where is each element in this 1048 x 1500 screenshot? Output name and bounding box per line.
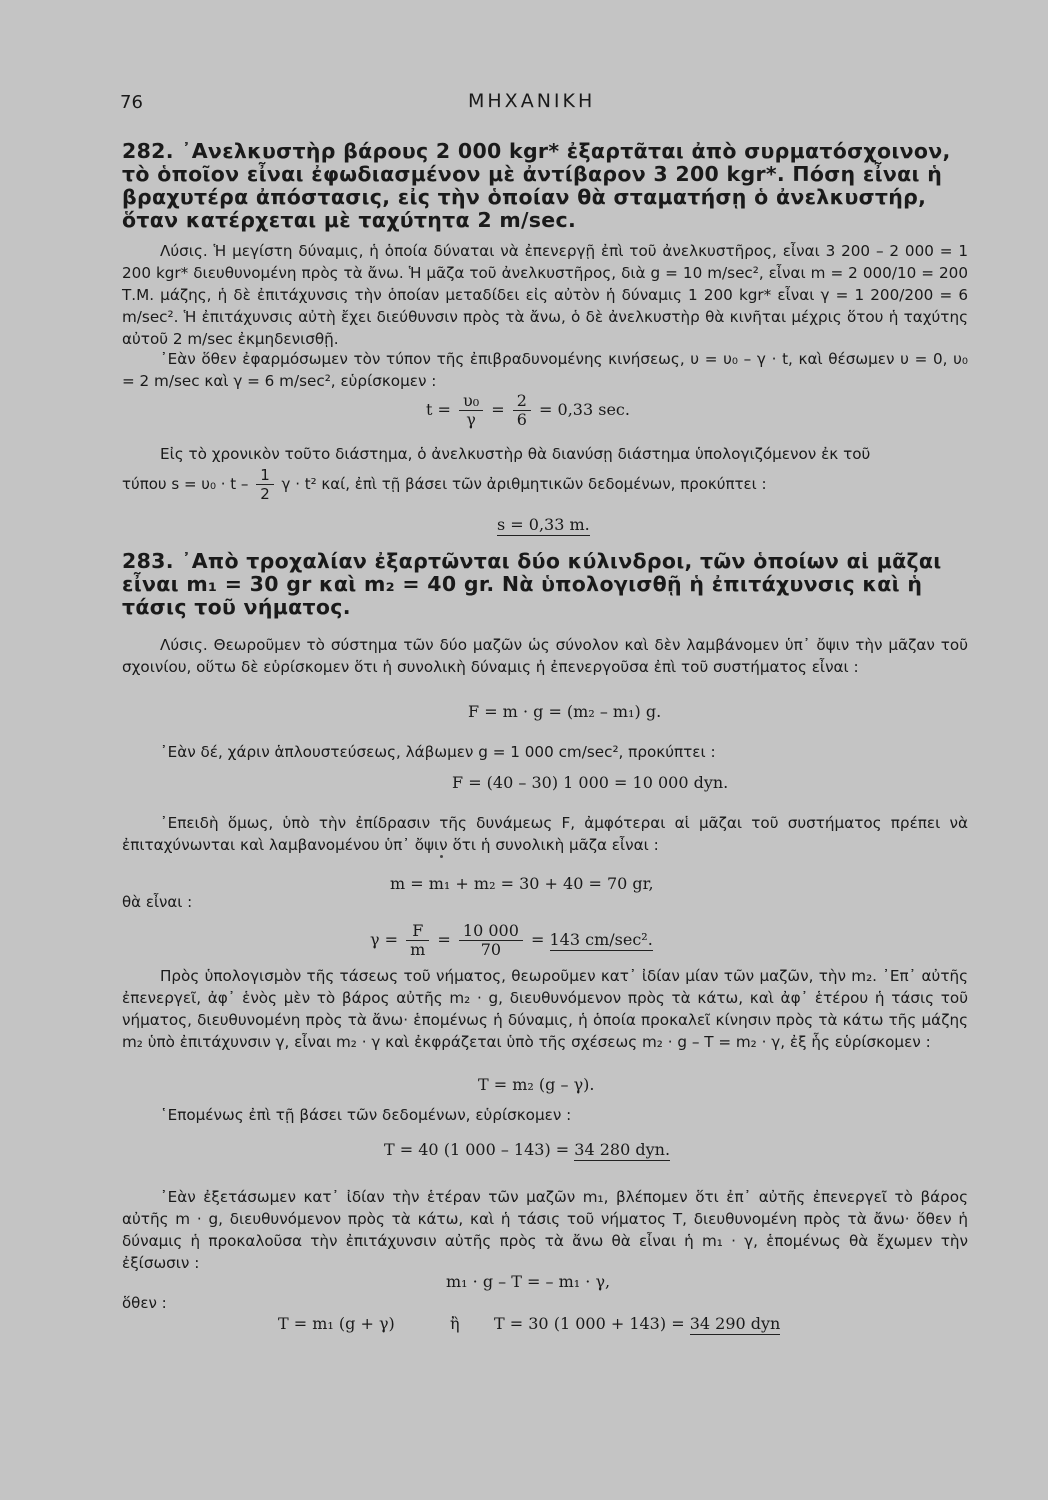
problem-282-solution-p3: Εἰς τὸ χρονικὸν τοῦτο διάστημα, ὁ ἀνελκυστὴρ θὰ διανύσῃ διάστημα ὑπολογιζόμενον ἐκ τοῦ [160,445,871,463]
eq-T2-result: 34 280 dyn. [574,1140,671,1159]
eq-T2-pre: T = 40 (1 000 – 143) = [384,1140,570,1159]
problem-283-solution-p6: ᾿Εὰν ἐξετάσωμεν κατ᾿ ἰδίαν τὴν ἑτέραν τῶν μαζῶν m₁, βλέπομεν ὅτι ἐπ᾿ αὐτῆς ἐπενεργεῖ τὸ βάρος αὐτῆς m · g, διευθυνόμενον πρὸς τὰ κάτω, καὶ ἡ τάσις τοῦ νήματος T, διευθυνομένη πρὸς τὰ ἄνω· ὅθεν ἡ δύναμις ἡ προκαλοῦσα τὴν ἐπιτάχυνσιν αὐτῆς πρὸς τὰ ἄνω θὰ εἶναι ἡ m₁ · γ, ἑπομένως θὰ ἔχωμεν τὴν ἐξίσωσιν : [122,1188,968,1272]
problem-283-solution-p2: ᾿Εὰν δέ, χάριν ἁπλουστεύσεως, λάβωμεν g = 1 000 cm/sec², προκύπτει : [160,743,716,761]
equation-T1: T = m₂ (g – γ). [478,1075,595,1094]
page-number: 76 [120,92,143,113]
frac-den: 70 [480,940,502,959]
equation-T2 [384,1140,670,1159]
eq-g-result: 143 cm/sec². [549,930,653,949]
frac-den: 2 [260,485,270,503]
print-speck [440,855,443,858]
eq-s-suffix: γ · t² καί, ἐπὶ τῇ βάσει τῶν ἀριθμητικῶν δεδομένων, προκύπτει : [281,475,767,493]
eq-g-eq: = [531,930,545,949]
frac-den: γ [466,410,476,429]
eq-t-rhs: = 0,33 sec. [539,400,630,419]
label-othen: ὅθεν : [122,1294,167,1312]
frac-num: 1 [256,466,274,485]
eq-T4b-result: 34 290 dyn [689,1314,781,1333]
eq-t-mid: = [491,400,505,419]
problem-282-statement: 282. ᾿Ανελκυστὴρ βάρους 2 000 kgr* ἐξαρτᾶται ἀπὸ συρματόσχοινον, τὸ ὁποῖον εἶναι ἐφωδιασμένον μὲ ἀντίβαρον 3 200 kgr*. Πόση εἶναι ἡ βραχυτέρα ἀπόστασις, εἰς τὴν ὁποίαν θὰ σταματήσῃ ὁ ἀνελκυστήρ, ὅταν κατέρχεται μὲ ταχύτητα 2 m/sec. [122,139,951,232]
frac-num: F [406,922,429,941]
equation-gamma [370,922,653,959]
problem-283-solution-p4: Πρὸς ὑπολογισμὸν τῆς τάσεως τοῦ νήματος, θεωροῦμεν κατ᾿ ἰδίαν μίαν τῶν μαζῶν, τὴν m₂. ᾿Επ᾿ αὐτῆς ἐπενεργεῖ, ἀφ᾿ ἑνὸς μὲν τὸ βάρος αὐτῆς m₂ · g, διευθυνόμενον πρὸς τὰ κάτω, καὶ ἀφ᾿ ἑτέρου ἡ τάσις τοῦ νήματος, διευθυνομένη πρὸς τὰ ἄνω· ἑπομένως ἡ δύναμις, ἡ ὁποία προκαλεῖ κίνησιν πρὸς τὰ κάτω τῆς μάζης m₂ ὑπὸ ἐπιτάχυνσιν γ, εἶναι m₂ · γ καὶ ἐκφράζεται ὑπὸ τῆς σχέσεως m₂ · g – T = m₂ · γ, ἐξ ἧς εὑρίσκομεν : [122,967,968,1051]
problem-282-solution-p1: Λύσις. Ἡ μεγίστη δύναμις, ἡ ὁποία δύναται νὰ ἐπενεργῇ ἐπὶ τοῦ ἀνελκυστῆρος, εἶναι 3 200 – 2 000 = 1 200 kgr* διευθυνομένη πρὸς τὰ ἄνω. Ἡ μᾶζα τοῦ ἀνελκυστῆρος, διὰ g = 10 m/sec², εἶναι m = 2 000/10 = 200 Τ.Μ. μάζης, ἡ δὲ ἐπιτάχυνσις τὴν ὁποίαν μεταδίδει εἰς αὐτὸν ἡ δύναμις 1 200 kgr* εἶναι γ = 1 200/200 = 6 m/sec². Ἡ ἐπιτάχυνσις αὐτὴ ἔχει διεύθυνσιν πρὸς τὰ ἄνω, ὁ δὲ ἀνελκυστὴρ θὰ κινῆται μέχρις ὅτου ἡ ταχύτης αὐτοῦ 2 m/sec ἐκμηδενισθῇ. [122,242,968,348]
fraction-F-over-m [406,922,429,959]
frac-num: υ₀ [459,392,483,411]
equation-t [426,392,630,429]
frac-den: 6 [516,410,527,429]
eq-g-lhs: γ = [370,930,399,949]
label-tha-einai: θὰ εἶναι : [122,893,193,911]
fraction-10000-over-70 [459,922,523,959]
problem-283-statement: 283. ᾿Απὸ τροχαλίαν ἐξαρτῶνται δύο κύλινδροι, τῶν ὁποίων αἱ μᾶζαι εἶναι m₁ = 30 gr καὶ m₂ = 40 gr. Νὰ ὑπολογισθῇ ἡ ἐπιτάχυνσις καὶ ἡ τάσις τοῦ νήματος. [122,549,942,619]
frac-num: 10 000 [459,922,523,941]
frac-den: m [410,940,426,959]
problem-283-solution-p5: ῾Επομένως ἐπὶ τῇ βάσει τῶν δεδομένων, εὑρίσκομεν : [160,1106,572,1124]
problem-283-solution-p1: Λύσις. Θεωροῦμεν τὸ σύστημα τῶν δύο μαζῶν ὡς σύνολον καὶ δὲν λαμβάνομεν ὑπ᾿ ὄψιν τὴν μᾶζαν τοῦ σχοινίου, οὕτω δὲ εὑρίσκομεν ὅτι ἡ συνολικὴ δύναμις ἡ ἐπενεργοῦσα ἐπὶ τοῦ συστήματος εἶναι : [122,636,968,676]
frac-num: 2 [513,392,531,411]
equation-F2: F = (40 – 30) 1 000 = 10 000 dyn. [452,773,729,792]
problem-283-solution-p3: ᾿Επειδὴ ὅμως, ὑπὸ τὴν ἐπίδρασιν τῆς δυνάμεως F, ἀμφότεραι αἱ μᾶζαι τοῦ συστήματος πρέπει νὰ ἐπιταχύνωνται καὶ λαμβανομένου ὑπ᾿ ὄψιν ὅτι ἡ συνολικὴ μᾶζα εἶναι : [122,814,968,854]
fraction-half [256,466,274,503]
result-s [497,515,590,534]
eq-t-lhs: t = [426,400,451,419]
eq-T4b-pre: T = 30 (1 000 + 143) = [494,1314,685,1333]
eq-s-prefix: τύπου s = υ₀ · t – [122,475,249,493]
equation-m: m = m₁ + m₂ = 30 + 40 = 70 gr, [390,874,654,893]
fraction-2-over-6 [513,392,531,429]
equation-T3: m₁ · g – T = – m₁ · γ, [446,1272,611,1291]
result-s-text: s = 0,33 m. [497,515,590,534]
equation-s [122,466,767,503]
fraction-v0-over-gamma [459,392,483,429]
equation-T4b [494,1314,780,1333]
equation-T4-or: ἢ [450,1314,460,1333]
equation-F1: F = m · g = (m₂ – m₁) g. [468,702,662,721]
equation-T4a: T = m₁ (g + γ) [278,1314,395,1333]
eq-g-mid: = [437,930,451,949]
running-title: ΜΗΧΑΝΙΚΗ [468,90,596,112]
problem-282-solution-p2: ᾿Εὰν ὅθεν ἐφαρμόσωμεν τὸν τύπον τῆς ἐπιβραδυνομένης κινήσεως, υ = υ₀ – γ · t, καὶ θέσωμεν υ = 0, υ₀ = 2 m/sec καὶ γ = 6 m/sec², εὑρίσκομεν : [122,350,968,390]
